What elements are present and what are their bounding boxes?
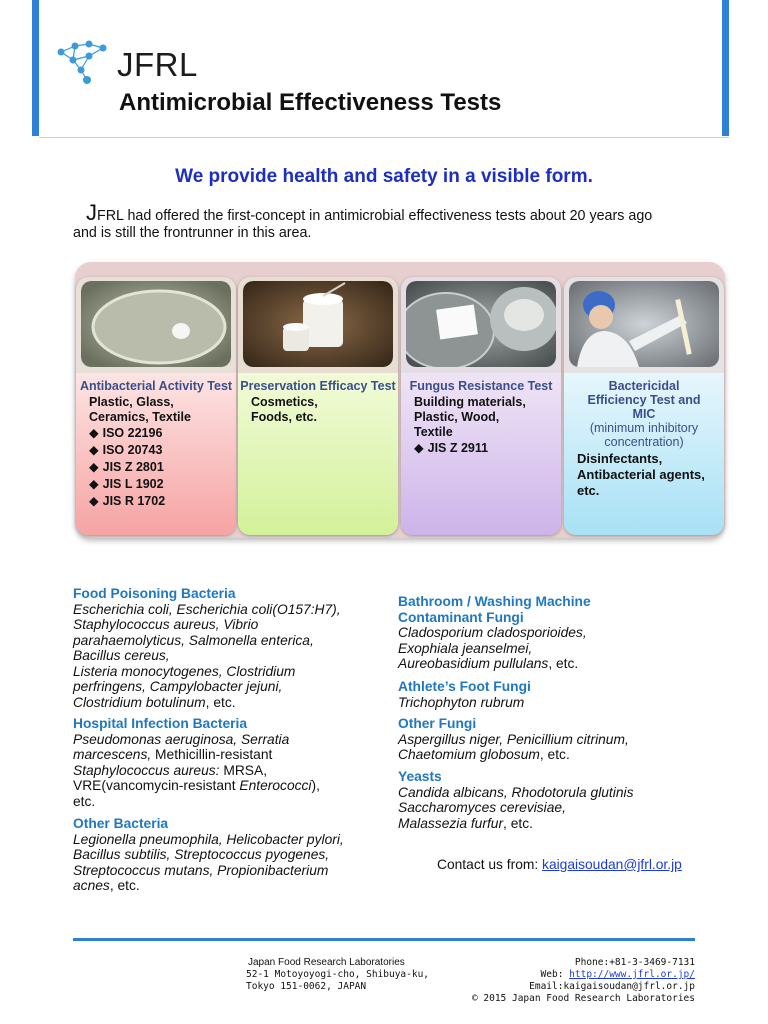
section-heading: Hospital Infection Bacteria [73,716,248,731]
text-line: Staphylococcus aureus: [73,762,224,778]
standards-list [76,425,236,510]
heading-line: Bathroom / Washing Machine [398,594,591,609]
section-text [398,695,708,711]
card-title-text: Preservation Efficacy Test [240,379,396,393]
desc-line: Plastic, Glass, [89,395,174,409]
card-title [401,379,561,393]
text-line: VRE(vancomycin-resistant [73,778,240,793]
footer-org: Japan Food Research Laboratories [248,957,405,968]
text-line: Candida albicans, Rhodotorula glutinis [398,784,634,800]
section-text [398,732,708,763]
text-line: ), [311,778,320,793]
card-title [564,379,724,449]
text-line: Aspergillus niger, Penicillium citrinum, [398,731,629,747]
heading-line: Contaminant Fungi [398,609,524,625]
title-line: Efficiency Test and [587,393,701,407]
desc-line: Building materials, [414,395,526,409]
tagline: We provide health and safety in a visible form. [175,166,593,187]
lab-researcher-image [569,281,719,367]
standard-item: ◆ JIS Z 2911 [414,440,561,457]
text-line: Clostridium botulinum [73,694,206,710]
page-title: Antimicrobial Effectiveness Tests [119,89,502,116]
card-preservation-efficacy [238,277,398,535]
section-text [73,832,383,894]
left-accent-bar [32,0,39,136]
footer-copyright: © 2015 Japan Food Research Laboratories [471,993,695,1004]
text-line: Saccharomyces cerevisiae, [398,800,566,815]
text-suffix: , etc. [503,815,533,831]
section-heading: Athlete’s Foot Fungi [398,679,531,694]
food-poisoning-section [73,586,383,710]
footer-contact [472,957,695,1005]
text-line: Trichophyton rubrum [398,694,525,710]
standard-item: ◆ ISO 20743 [89,442,236,459]
hospital-infection-section [73,716,383,809]
contact-label: Contact us from: [437,857,543,872]
section-text [398,625,708,672]
standards-list [401,440,561,457]
bathroom-fungi-section [398,594,708,672]
title-line: MIC [632,407,656,421]
card-body [238,373,398,535]
text-line: marcescens, [73,747,156,762]
footer-address-line-2: Tokyo 151-0062, JAPAN [246,981,367,992]
card-title-text: Fungus Resistance Test [409,379,553,393]
intro-line-1: FRL had offered the first-concept in antimicrobial effectiveness tests about 20 years ago [97,208,653,224]
other-bacteria-section [73,816,383,894]
contact-email-link[interactable]: kaigaisoudan@jfrl.or.jp [542,857,682,872]
section-text [398,785,708,832]
standard-item: ◆ JIS R 1702 [89,493,236,510]
footer-email: Email:kaigaisoudan@jfrl.or.jp [529,981,695,992]
title-line: (minimum inhibitory [589,421,699,435]
card-description [251,395,398,425]
text-line: Chaetomium globosum [398,747,540,762]
card-fungus-resistance [401,277,561,535]
card-body [564,373,724,535]
section-text [73,732,383,810]
intro-paragraph [73,200,723,242]
desc-line: Textile [414,425,453,439]
desc-line: Antibacterial agents, [577,467,705,482]
brand-name: JFRL [117,46,198,83]
card-antibacterial-activity [76,277,236,535]
text-line: Bacillus cereus, [73,648,170,663]
text-line: acnes [73,878,110,893]
text-line: Pseudomonas aeruginosa, Serratia [73,731,290,747]
desc-line: Plastic, Wood, [414,410,500,424]
section-heading: Other Fungi [398,716,477,731]
text-suffix: , etc. [539,747,570,762]
jfrl-logo-icon [55,36,121,86]
text-suffix: , etc. [548,656,579,671]
text-line: Methicillin-resistant [155,747,273,762]
text-line: Legionella pneumophila, Helicobacter pylori, [73,831,344,847]
card-body [76,373,236,535]
header-divider [39,137,729,138]
footer-address-line-1: 52-1 Motoyoyogi-cho, Shibuya-ku, [246,969,430,980]
text-suffix: , etc. [109,878,140,893]
text-line: etc. [73,793,96,809]
section-heading: Yeasts [398,769,442,784]
card-description [414,395,561,440]
footer-divider [73,938,695,941]
text-line: Exophiala jeanselmei, [398,640,533,656]
intro-line-2: and is still the frontrunner in this area. [73,225,312,241]
section-heading: Other Bacteria [73,816,169,831]
text-line: Malassezia furfur [398,815,504,831]
standard-item: ◆ ISO 22196 [89,425,236,442]
card-title-text: Antibacterial Activity Test [79,379,233,393]
footer-web [472,969,695,981]
desc-line: Disinfectants, [577,451,663,466]
cosmetic-jar-image [243,281,393,367]
desc-line: Foods, etc. [251,410,317,424]
card-body [401,373,561,535]
yeasts-section [398,769,708,831]
footer-web-label: Web: [540,969,570,980]
section-heading [398,594,708,625]
footer-address [246,957,429,993]
text-line: Enterococci [239,778,312,793]
section-text [73,602,383,711]
intro-dropcap: J [86,200,97,225]
text-line: perfringens, Campylobacter jejuni, [73,679,283,694]
title-line: Bactericidal [608,379,680,393]
card-title [238,379,398,393]
card-description [577,451,724,499]
text-line: MRSA, [223,762,268,778]
text-suffix: , etc. [205,694,236,710]
text-line: Aureobasidium pullulans [398,656,549,671]
text-line: Bacillus subtilis, Streptococcus pyogenes, [73,847,330,862]
desc-line: Cosmetics, [251,395,318,409]
footer-web-link[interactable]: http://www.jfrl.or.jp/ [569,969,695,980]
fungus-sample-image [406,281,556,367]
card-bactericidal-efficiency [564,277,724,535]
text-line: Escherichia coli, Escherichia coli(O157:H7), [73,601,341,617]
athletes-foot-section [398,679,708,710]
text-line: Listeria monocytogenes, Clostridium [73,663,296,679]
text-line: Streptococcus mutans, Propionibacterium [73,862,329,878]
title-line: concentration) [604,435,684,449]
standard-item: ◆ JIS Z 2801 [89,459,236,476]
card-title [76,379,236,393]
contact-line [437,857,682,872]
desc-line: Ceramics, Textile [89,410,191,424]
text-line: parahaemolyticus, Salmonella enterica, [73,632,314,648]
text-line: Cladosporium cladosporioides, [398,625,587,640]
footer-phone: Phone:+81-3-3469-7131 [574,957,695,968]
card-description [89,395,236,425]
petri-dish-image [81,281,231,367]
right-accent-bar [722,0,729,136]
standard-item: ◆ JIS L 1902 [89,476,236,493]
desc-line: etc. [577,483,600,498]
section-heading: Food Poisoning Bacteria [73,586,236,601]
text-line: Staphylococcus aureus, Vibrio [73,617,259,632]
other-fungi-section [398,716,708,763]
